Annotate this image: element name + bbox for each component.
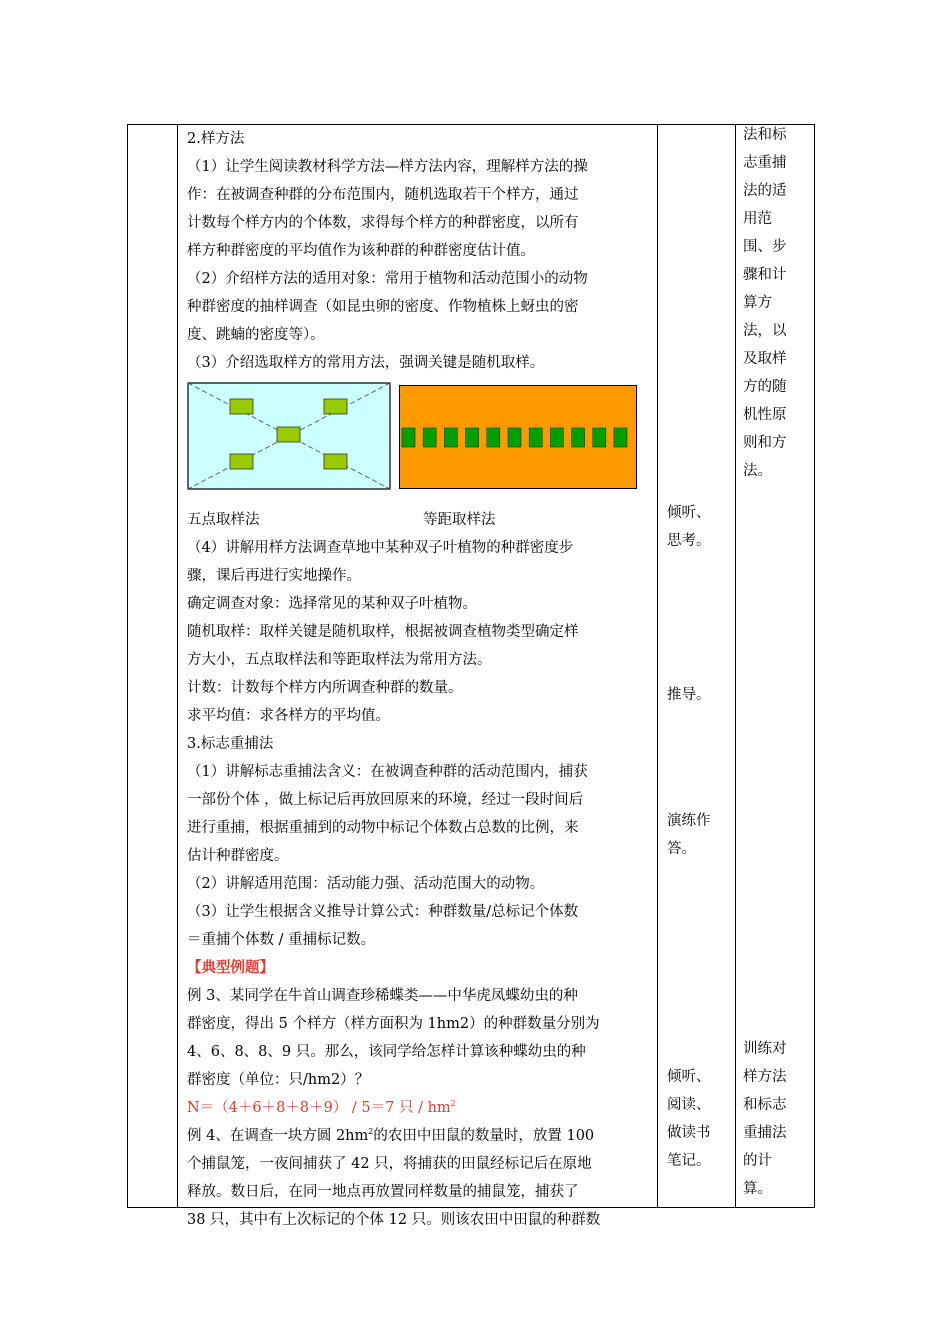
quadrat bbox=[230, 454, 253, 469]
teaching-content-column bbox=[187, 125, 654, 1234]
quadrat bbox=[593, 428, 606, 447]
paragraph-line: （3）让学生根据含义推导计算公式：种群数量/总标记个体数 bbox=[187, 904, 579, 920]
paragraph-line: 度、跳蝻的密度等）。 bbox=[187, 327, 325, 343]
paragraph-line: （1）让学生阅读教材科学方法—样方法内容，理解样方法的操 bbox=[187, 159, 588, 175]
paragraph-line: 38 只，其中有上次标记的个体 12 只。则该农田中田鼠的种群数 bbox=[187, 1212, 601, 1228]
paragraph-line: （1）讲解标志重捕法含义：在被调查种群的活动范围内，捕获 bbox=[187, 764, 588, 780]
paragraph-line: 例 3、某同学在牛首山调查珍稀蝶类——中华虎凤蝶幼虫的种 bbox=[187, 988, 578, 1004]
quadrat bbox=[508, 428, 521, 447]
quadrat bbox=[529, 428, 542, 447]
quadrat bbox=[277, 427, 300, 442]
student-activity-listen-think: 倾听、 思考。 bbox=[667, 505, 711, 549]
five-point-sampling-diagram bbox=[187, 382, 391, 490]
lesson-table bbox=[127, 124, 815, 1228]
quadrat bbox=[487, 428, 500, 447]
section-title: 2.样方法 bbox=[187, 131, 245, 147]
paragraph-line: ＝重捕个体数 / 重捕标记数。 bbox=[187, 932, 376, 948]
student-activity-listen-read: 倾听、 阅读、 做读书 笔记。 bbox=[667, 1069, 711, 1169]
paragraph-line: 骤，课后再进行实地操作。 bbox=[187, 568, 361, 584]
quadrat bbox=[402, 428, 415, 447]
paragraph-line: 计数每个样方内的个体数，求得每个样方的种群密度，以所有 bbox=[187, 215, 579, 231]
quadrat bbox=[466, 428, 479, 447]
caption-equal-distance: 等距取样法 bbox=[423, 512, 496, 528]
quadrat bbox=[230, 399, 253, 414]
column-divider bbox=[735, 125, 736, 1207]
paragraph-line: 方大小，五点取样法和等距取样法为常用方法。 bbox=[187, 652, 492, 668]
equal-distance-sampling-diagram bbox=[399, 385, 637, 489]
paragraph-line: 确定调查对象：选择常见的某种双子叶植物。 bbox=[187, 596, 477, 612]
paragraph-line: 作：在被调查种群的分布范围内，随机选取若干个样方，通过 bbox=[187, 187, 579, 203]
quadrat bbox=[324, 399, 347, 414]
paragraph-line: 例 4、在调查一块方圆 $2hm^2$的农田中田鼠的数量时，放置 100 bbox=[187, 1127, 595, 1144]
paragraph-line: （2）介绍样方法的适用对象：常用于植物和活动范围小的动物 bbox=[187, 271, 588, 287]
example-answer: N＝（4＋6＋8＋8＋9） / 5＝7 只 / $hm^2$ bbox=[187, 1099, 456, 1116]
example-heading: 【典型例题】 bbox=[187, 959, 274, 976]
design-intent-1: 法和标 志重捕 法的适 用范 围、步 骤和计 算方 法，以 及取样 方的随 机性原 则和方 法。 bbox=[743, 127, 787, 479]
section-title: 3.标志重捕法 bbox=[187, 736, 274, 752]
paragraph-line: 群密度，得出 5 个样方（样方面积为 1hm2）的种群数量分别为 bbox=[187, 1016, 600, 1032]
column-divider bbox=[657, 125, 658, 1207]
paragraph-line: 群密度（单位：只/hm2）？ bbox=[187, 1072, 370, 1088]
quadrat bbox=[423, 428, 436, 447]
design-intent-2: 训练对 样方法 和标志 重捕法 的计 算。 bbox=[743, 1041, 787, 1197]
paragraph-line: 种群密度的抽样调查（如昆虫卵的密度、作物植株上蚜虫的密 bbox=[187, 299, 579, 315]
student-activity-derive: 推导。 bbox=[667, 687, 711, 703]
paragraph-line: 进行重捕，根据重捕到的动物中标记个体数占总数的比例，来 bbox=[187, 820, 579, 836]
paragraph-line: 一部份个体 ，做上标记后再放回原来的环境，经过一段时间后 bbox=[187, 792, 584, 808]
sampling-figures bbox=[187, 382, 654, 506]
quadrat bbox=[614, 428, 627, 447]
paragraph-line: （2）讲解适用范围：活动能力强、活动范围大的动物。 bbox=[187, 876, 545, 892]
paragraph-line: 估计种群密度。 bbox=[187, 848, 289, 864]
figure-captions bbox=[187, 506, 654, 534]
paragraph-line: 4、6、8、8、9 只。那么，该同学给怎样计算该种蝶幼虫的种 bbox=[187, 1044, 586, 1060]
quadrat bbox=[324, 454, 347, 469]
paragraph-line: （4）讲解用样方法调查草地中某种双子叶植物的种群密度步 bbox=[187, 540, 574, 556]
paragraph-line: 样方种群密度的平均值作为该种群的种群密度估计值。 bbox=[187, 243, 535, 259]
paragraph-line: 计数：计数每个样方内所调查种群的数量。 bbox=[187, 680, 463, 696]
student-activity-practice: 演练作 答。 bbox=[667, 813, 711, 857]
paragraph-line: 随机取样：取样关键是随机取样，根据被调查植物类型确定样 bbox=[187, 624, 579, 640]
quadrat bbox=[550, 428, 563, 447]
quadrat bbox=[444, 428, 457, 447]
paragraph-line: 释放。数日后，在同一地点再放置同样数量的捕鼠笼，捕获了 bbox=[187, 1184, 579, 1200]
paragraph-line: 求平均值：求各样方的平均值。 bbox=[187, 708, 390, 724]
paragraph-line: （3）介绍选取样方的常用方法，强调关键是随机取样。 bbox=[187, 355, 545, 371]
column-divider bbox=[177, 125, 178, 1207]
quadrat bbox=[572, 428, 585, 447]
caption-five-point: 五点取样法 bbox=[187, 512, 260, 528]
paragraph-line: 个捕鼠笼，一夜间捕获了 42 只，将捕获的田鼠经标记后在原地 bbox=[187, 1156, 592, 1172]
